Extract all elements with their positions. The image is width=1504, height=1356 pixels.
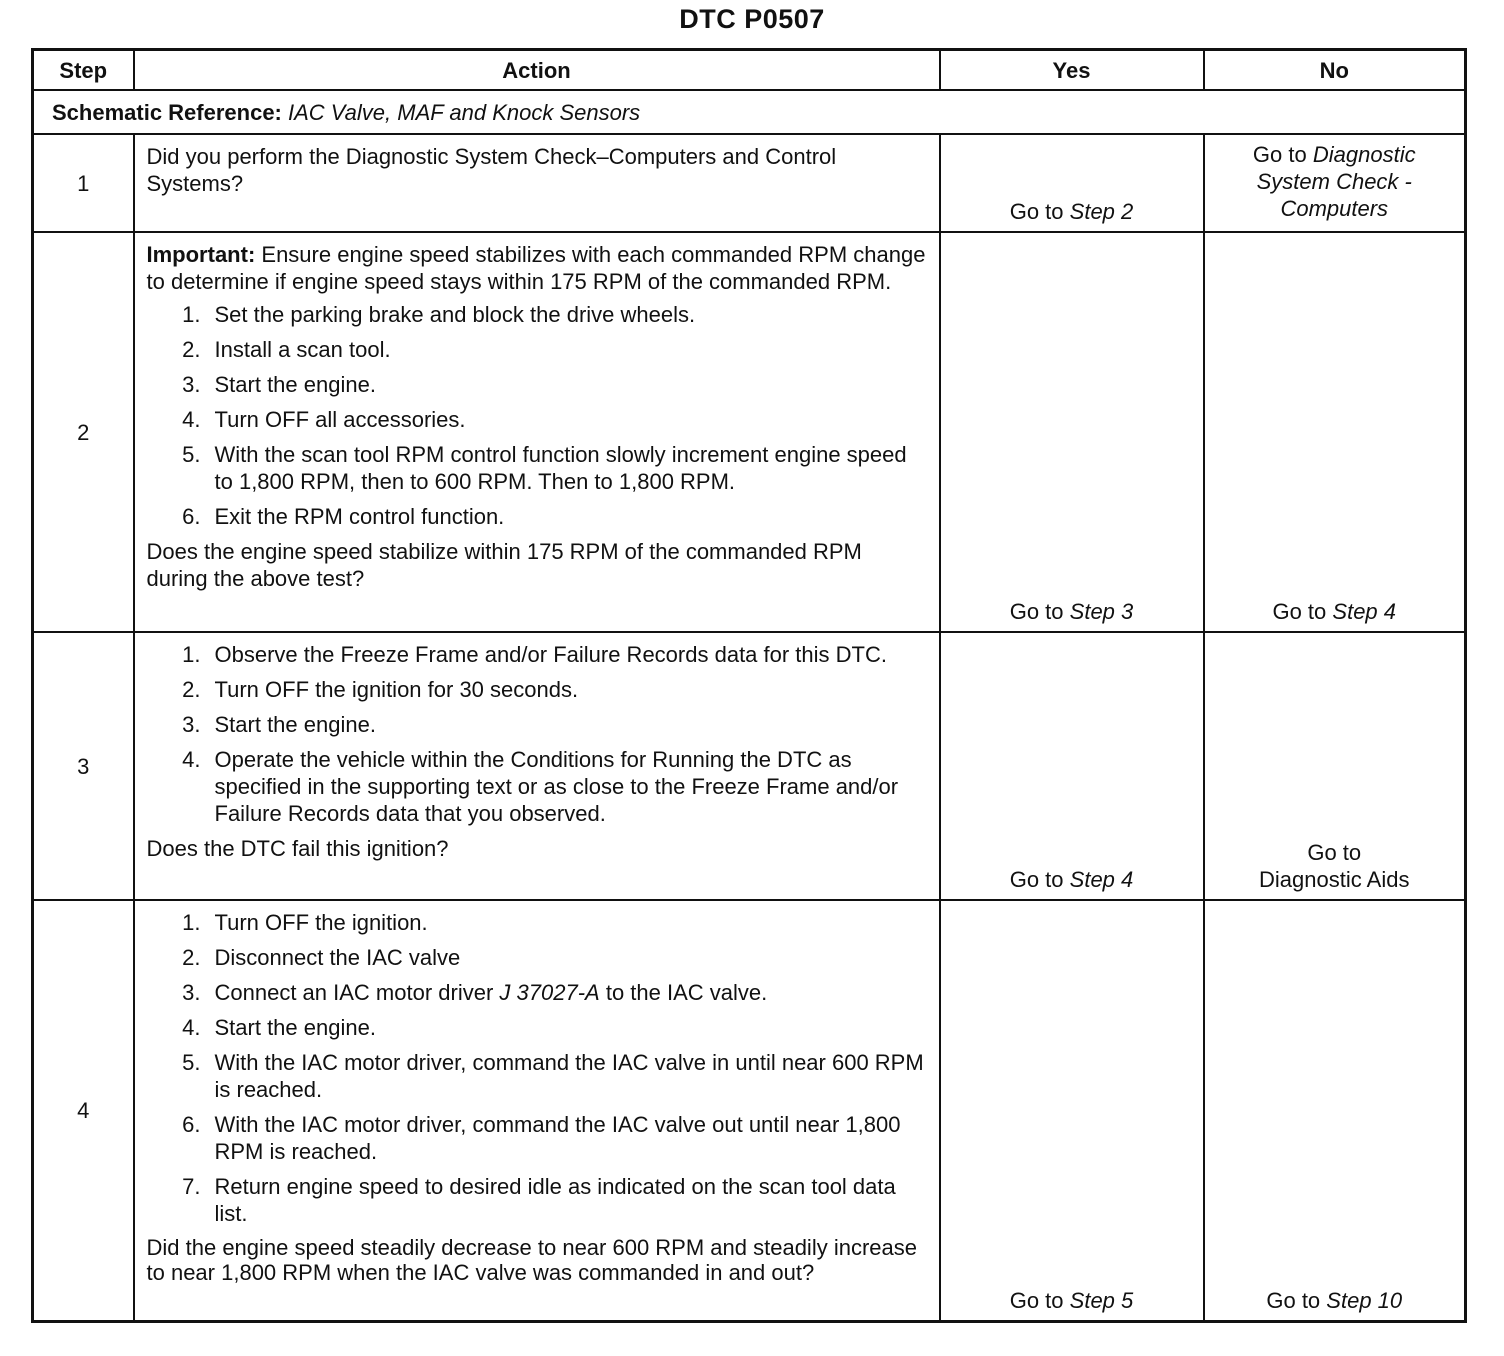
list-item: 4. Turn OFF all accessories. (182, 407, 466, 432)
go-to-text: Go to (1252, 142, 1307, 167)
schematic-value: IAC Valve, MAF and Knock Sensors (288, 99, 641, 125)
important-text: Ensure engine speed stabilizes with each commanded RPM change to determine if engine speed stays within 175 RPM of the commanded RPM. (146, 242, 926, 294)
list-item: 3. Connect an IAC motor driver J 37027-A to the IAC valve. (182, 980, 768, 1005)
important-note (147, 241, 929, 295)
header-no: No (1204, 50, 1466, 91)
step-number: 4 (33, 900, 134, 1321)
yes-target: Step 2 (1069, 199, 1134, 224)
no-target-line-2: System Check - (1256, 169, 1412, 194)
go-to-text: Go to (1009, 199, 1064, 224)
action-cell (134, 632, 940, 900)
no-line-1: Go to (1307, 840, 1362, 865)
go-to-text: Go to (1272, 599, 1327, 624)
no-target: Step 4 (1332, 599, 1397, 624)
no-cell (1204, 134, 1466, 232)
procedure-list (147, 641, 929, 827)
go-to-text: Go to (1009, 599, 1064, 624)
no-cell (1204, 632, 1466, 900)
action-cell (134, 900, 940, 1321)
go-to-text: Go to (1009, 867, 1064, 892)
question-text: Does the DTC fail this ignition? (146, 836, 449, 861)
page-title: DTC P0507 (679, 4, 825, 34)
table-row (33, 134, 1466, 232)
table-row (33, 232, 1466, 632)
list-item: 3. Start the engine. (182, 712, 376, 737)
question-text: Did the engine speed steadily decrease to near 600 RPM and steadily increase to near 1,800 RPM when the IAC valve was commanded in and out? (146, 1235, 917, 1285)
no-cell (1204, 232, 1466, 632)
step-number: 3 (33, 632, 134, 900)
list-item: 3. Start the engine. (182, 372, 376, 397)
step-number: 1 (33, 134, 134, 232)
no-target-line-3: Computers (1280, 196, 1389, 221)
header-action: Action (134, 50, 940, 91)
table-row (33, 632, 1466, 900)
list-item: 1. Set the parking brake and block the drive wheels. (182, 302, 696, 327)
header-yes: Yes (940, 50, 1204, 91)
list-item: 4. Start the engine. (182, 1015, 376, 1040)
list-item: 2. Install a scan tool. (182, 337, 391, 362)
tool-number: J 37027-A (499, 980, 600, 1005)
list-item: 6. With the IAC motor driver, command the IAC valve out until near 1,800 RPM is reached. (182, 1112, 901, 1164)
no-target: Diagnostic Aids (1259, 867, 1410, 892)
header-step: Step (33, 50, 134, 91)
important-label: Important: (146, 242, 256, 267)
action-text: Did you perform the Diagnostic System Check–Computers and Control Systems? (146, 144, 837, 196)
action-cell (134, 232, 940, 632)
go-to-text: Go to (1009, 1287, 1064, 1313)
yes-cell (940, 232, 1204, 632)
go-to-text: Go to (1266, 1287, 1321, 1313)
list-item: 5. With the IAC motor driver, command the IAC valve in until near 600 RPM is reached. (182, 1050, 924, 1102)
schematic-label: Schematic Reference: (52, 99, 282, 125)
table-row (33, 900, 1466, 1321)
procedure-list (147, 909, 929, 1227)
no-line-1 (1205, 141, 1465, 168)
no-target: Step 10 (1326, 1287, 1403, 1313)
yes-cell (940, 134, 1204, 232)
schematic-row (33, 90, 1466, 134)
no-target: Diagnostic (1312, 142, 1416, 167)
yes-target: Step 4 (1069, 867, 1134, 892)
procedure-list (147, 301, 929, 530)
list-item: 4. Operate the vehicle within the Conditions for Running the DTC as specified in the supporting text or as close to the Freeze Frame and/or Failure Records data that you observed. (182, 747, 899, 826)
action-cell (134, 134, 940, 232)
diagnostic-table (31, 48, 1467, 1323)
schematic-reference (33, 90, 1466, 134)
yes-cell (940, 632, 1204, 900)
list-item: 7. Return engine speed to desired idle as indicated on the scan tool data list. (182, 1174, 896, 1226)
step-number: 2 (33, 232, 134, 632)
list-item: 1. Observe the Freeze Frame and/or Failure Records data for this DTC. (182, 642, 887, 667)
yes-target: Step 5 (1069, 1287, 1134, 1313)
yes-target: Step 3 (1069, 599, 1134, 624)
question-text: Does the engine speed stabilize within 175 RPM of the commanded RPM during the above test? (146, 539, 862, 591)
no-cell (1204, 900, 1466, 1321)
list-item: 2. Turn OFF the ignition for 30 seconds. (182, 677, 579, 702)
list-item: 1. Turn OFF the ignition. (182, 910, 428, 935)
yes-cell (940, 900, 1204, 1321)
header-row (33, 50, 1466, 91)
list-item: 2. Disconnect the IAC valve (182, 945, 461, 970)
list-item: 5. With the scan tool RPM control function slowly increment engine speed to 1,800 RPM, then to 600 RPM. Then to 1,800 RPM. (182, 442, 907, 494)
list-item: 6. Exit the RPM control function. (182, 504, 505, 529)
